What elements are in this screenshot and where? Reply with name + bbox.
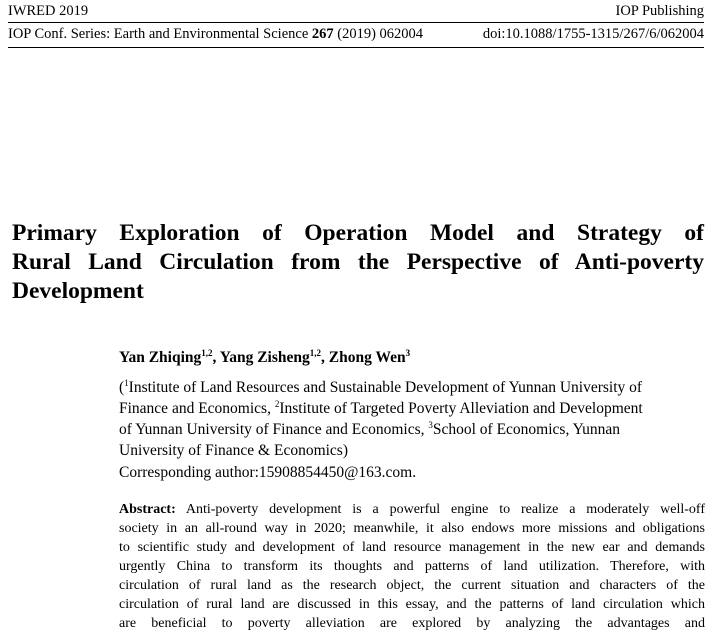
abstract-line: circulation of rural land as the research object, the current situation and characters of the <box>119 578 705 593</box>
author-name: Zhong Wen <box>328 349 406 366</box>
affiliation-text: Institute of Land Resources and Sustainable Development of Yunnan University of <box>128 379 643 396</box>
affiliation-text: of Yunnan University of Finance and Economics, <box>119 421 429 438</box>
affiliation-text: School of Economics, Yunnan <box>432 421 620 438</box>
abstract-text: Anti-poverty development is a powerful engine to realize a moderately well-off <box>175 502 705 517</box>
series-rule <box>8 47 704 48</box>
author-list <box>119 349 699 367</box>
doi-link[interactable]: doi:10.1088/1755-1315/267/6/062004 <box>482 26 704 42</box>
author-affiliation-marker: 3 <box>405 347 411 358</box>
series-name: IOP Conf. Series: Earth and Environmental Science <box>8 26 312 42</box>
affiliation-paren: ( <box>119 379 125 396</box>
affiliation-marker: 3 <box>428 419 433 430</box>
title-line: Development <box>12 278 144 304</box>
author-name: Yang Zisheng <box>219 349 310 366</box>
affiliation-text: Institute of Targeted Poverty Alleviation and Development <box>279 400 643 417</box>
abstract-line: circulation of rural land are discussed in this essay, and the patterns of land circulation which <box>119 597 705 612</box>
author-affiliation-marker: 1,2 <box>309 347 322 358</box>
publisher-name: IOP Publishing <box>615 3 704 19</box>
header-rule <box>8 22 704 23</box>
affiliation-text: Finance and Economics, <box>119 400 275 417</box>
abstract-line <box>119 500 705 519</box>
author-separator: , <box>321 349 329 366</box>
running-header <box>8 3 704 20</box>
author-separator: , <box>212 349 220 366</box>
title-line: Primary Exploration of Operation Model and Strategy of <box>12 220 704 246</box>
conference-name: IWRED 2019 <box>8 3 89 19</box>
volume-number: 267 <box>311 26 334 42</box>
abstract-line: society in an all-round way in 2020; meanwhile, it also endows more missions and obligations <box>119 521 705 536</box>
abstract <box>119 500 705 633</box>
abstract-label: Abstract: <box>119 502 176 517</box>
year-article: (2019) 062004 <box>333 26 424 42</box>
abstract-line: are beneficial to poverty alleviation are explored by analyzing the advantages and <box>119 616 705 631</box>
series-header <box>8 26 704 43</box>
abstract-line: urgently China to transform its thoughts and patterns of land utilization. Therefore, with <box>119 559 705 574</box>
series-citation <box>8 26 423 43</box>
affiliation-text: University of Finance & Economics) <box>119 442 349 459</box>
corresponding-author: Corresponding author:15908854450@163.com. <box>119 464 417 481</box>
abstract-line: to scientific study and development of land resource management in the new ear and demands <box>119 540 705 555</box>
affiliation-marker: 2 <box>274 398 280 409</box>
affiliation-marker: 1 <box>124 377 129 388</box>
author-name: Yan Zhiqing <box>119 349 202 366</box>
author-affiliation-marker: 1,2 <box>201 347 213 358</box>
paper-title <box>12 219 704 306</box>
title-line: Rural Land Circulation from the Perspective of Anti-poverty <box>12 249 704 275</box>
affiliations <box>119 377 699 461</box>
